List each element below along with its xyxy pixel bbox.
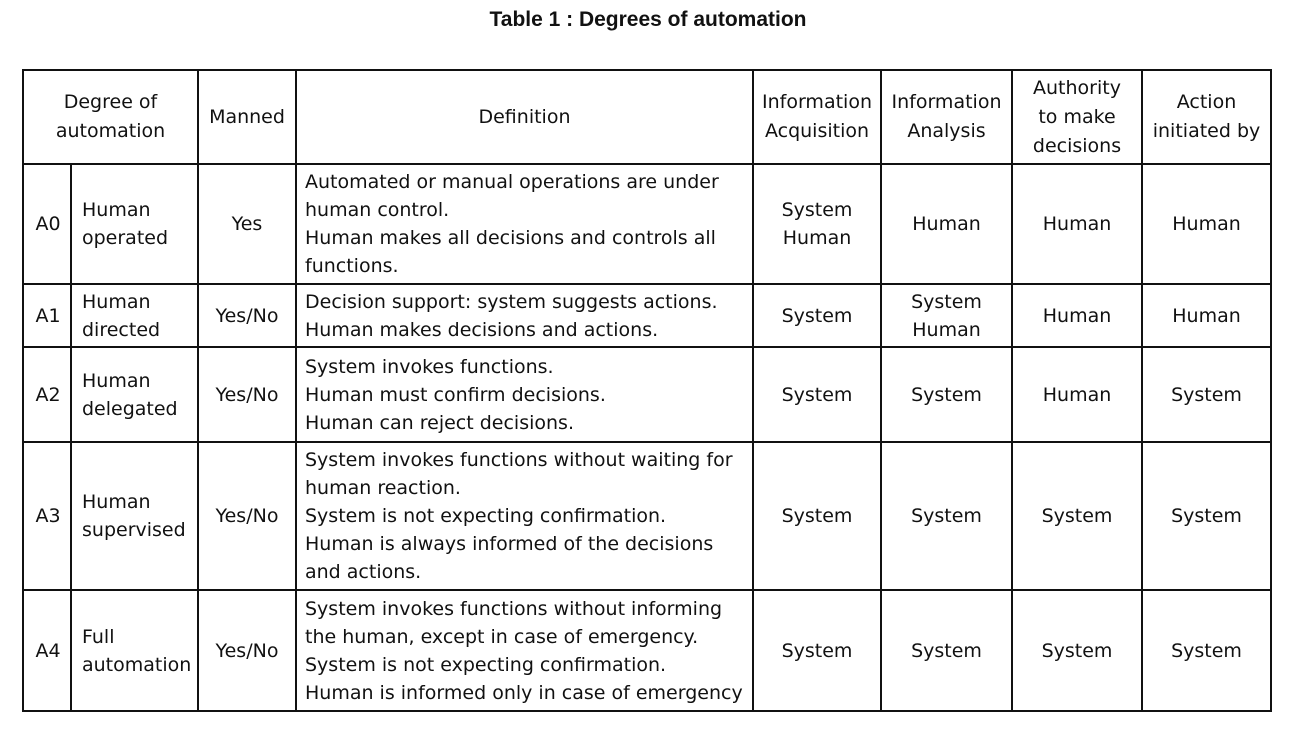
header-manned: Manned xyxy=(198,70,296,164)
authority-cell: Human xyxy=(1012,347,1142,442)
analysis-cell: System xyxy=(881,590,1012,711)
definition-cell: Decision support: system suggests actions. Human makes decisions and actions. xyxy=(296,284,753,347)
label-cell: Human operated xyxy=(71,164,198,284)
analysis-cell: System xyxy=(881,347,1012,442)
acquisition-cell: System xyxy=(753,442,881,590)
header-definition: Definition xyxy=(296,70,753,164)
table-row xyxy=(23,284,1271,347)
header-degree: Degree of automation xyxy=(23,70,198,164)
level-cell: A4 xyxy=(23,590,71,711)
manned-cell: Yes/No xyxy=(198,347,296,442)
header-row xyxy=(23,70,1271,164)
label-cell: Human supervised xyxy=(71,442,198,590)
table-row xyxy=(23,442,1271,590)
header-analysis: Information Analysis xyxy=(881,70,1012,164)
table-row xyxy=(23,164,1271,284)
header-authority: Authority to make decisions xyxy=(1012,70,1142,164)
action-cell: System xyxy=(1142,590,1271,711)
label-cell: Human directed xyxy=(71,284,198,347)
authority-cell: System xyxy=(1012,442,1142,590)
action-cell: System xyxy=(1142,442,1271,590)
level-cell: A0 xyxy=(23,164,71,284)
label-cell: Full automation xyxy=(71,590,198,711)
analysis-cell: System Human xyxy=(881,284,1012,347)
table-title: Table 1 : Degrees of automation xyxy=(489,8,807,31)
authority-cell: Human xyxy=(1012,164,1142,284)
acquisition-cell: System xyxy=(753,347,881,442)
manned-cell: Yes/No xyxy=(198,284,296,347)
header-action: Action initiated by xyxy=(1142,70,1271,164)
authority-cell: System xyxy=(1012,590,1142,711)
table-row xyxy=(23,590,1271,711)
table-row xyxy=(23,347,1271,442)
action-cell: Human xyxy=(1142,284,1271,347)
authority-cell: Human xyxy=(1012,284,1142,347)
manned-cell: Yes/No xyxy=(198,442,296,590)
acquisition-cell: System Human xyxy=(753,164,881,284)
definition-cell: System invokes functions without informing the human, except in case of emergency. System is not expecting confirmation. Human is informed only in case of emergency xyxy=(296,590,753,711)
automation-table xyxy=(22,69,1272,712)
manned-cell: Yes xyxy=(198,164,296,284)
level-cell: A1 xyxy=(23,284,71,347)
analysis-cell: System xyxy=(881,442,1012,590)
header-acquisition: Information Acquisition xyxy=(753,70,881,164)
manned-cell: Yes/No xyxy=(198,590,296,711)
action-cell: Human xyxy=(1142,164,1271,284)
definition-cell: Automated or manual operations are under human control. Human makes all decisions and controls all functions. xyxy=(296,164,753,284)
definition-cell: System invokes functions. Human must confirm decisions. Human can reject decisions. xyxy=(296,347,753,442)
acquisition-cell: System xyxy=(753,590,881,711)
level-cell: A2 xyxy=(23,347,71,442)
label-cell: Human delegated xyxy=(71,347,198,442)
analysis-cell: Human xyxy=(881,164,1012,284)
acquisition-cell: System xyxy=(753,284,881,347)
action-cell: System xyxy=(1142,347,1271,442)
definition-cell: System invokes functions without waiting for human reaction. System is not expecting confirmation. Human is always informed of the decisions and actions. xyxy=(296,442,753,590)
level-cell: A3 xyxy=(23,442,71,590)
